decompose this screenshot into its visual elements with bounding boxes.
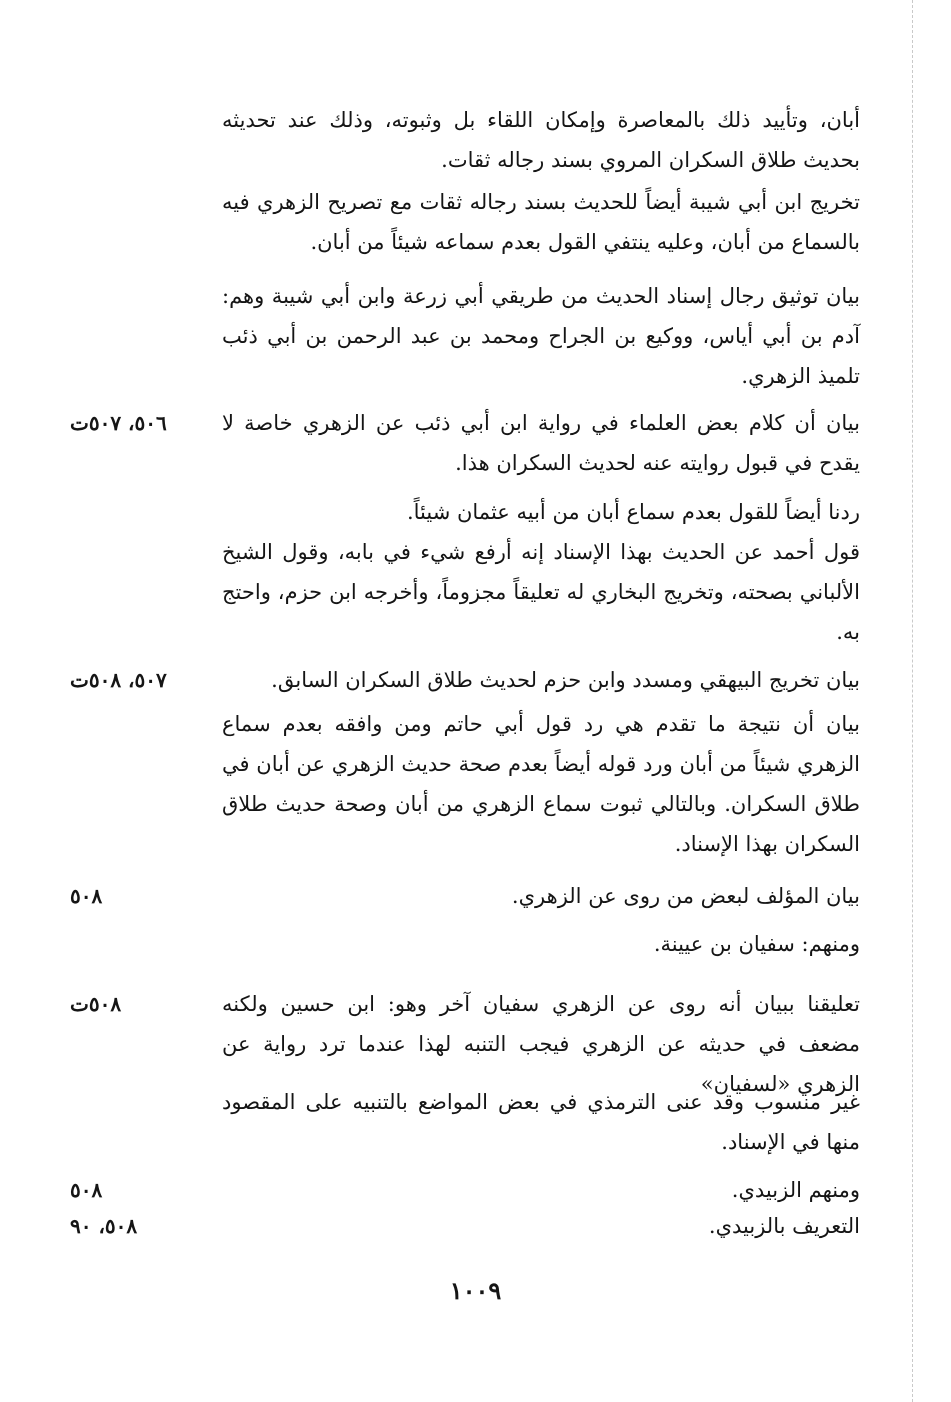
- paragraph-11: تعليقنا ببيان أنه روى عن الزهري سفيان آخر وهو: ابن حسين ولكنه مضعف في حديثه عن الزهري فيجب التنبه لهذا عندما ترد رواية عن الزهري «لسفيان»: [222, 992, 860, 1096]
- paragraph-3: بيان توثيق رجال إسناد الحديث من طريقي أبي زرعة وابن أبي شيبة وهم: آدم بن أبي أياس، ووكيع بن الجراح ومحمد بن عبد الرحمن بن أبي ذئب تلميذ الزهري.: [222, 284, 860, 388]
- paragraph-10: ومنهم: سفيان بن عيينة.: [653, 932, 860, 956]
- page-reference-7: ٥٠٧، ٥٠٨ت: [70, 668, 167, 692]
- paragraph-9: بيان المؤلف لبعض من روى عن الزهري.: [511, 884, 860, 908]
- paragraph-2: تخريج ابن أبي شيبة أيضاً للحديث بسند رجاله ثقات مع تصريح الزهري فيه بالسماع من أبان، وعليه ينتفي القول بعدم سماعه شيئاً من أبان.: [222, 190, 860, 254]
- paragraph-12: غير منسوب وقد عنى الترمذي في بعض المواضع بالتنبيه على المقصود منها في الإسناد.: [222, 1090, 860, 1154]
- page-number: ١٠٠٩: [449, 1276, 502, 1305]
- page-reference-13: ٥٠٨: [70, 1178, 103, 1202]
- page-edge-line: [912, 0, 913, 1402]
- paragraph-7: بيان تخريج البيهقي ومسدد وابن حزم لحديث طلاق السكران السابق.: [271, 668, 860, 692]
- paragraph-8: بيان أن نتيجة ما تقدم هي رد قول أبي حاتم ومن وافقه بعدم سماع الزهري شيئاً من أبان ورد قوله أيضاً بعدم صحة حديث الزهري عن أبان في طلاق السكران. وبالتالي ثبوت سماع الزهري من أبان وصحة حديث طلاق السكران بهذا الإسناد.: [222, 712, 860, 856]
- paragraph-13: ومنهم الزبيدي.: [731, 1178, 860, 1202]
- page-reference-9: ٥٠٨: [70, 884, 103, 908]
- page-reference-14: ٥٠٨، ٩٠: [70, 1214, 138, 1238]
- paragraph-4: بيان أن كلام بعض العلماء في رواية ابن أبي ذئب عن الزهري خاصة لا يقدح في قبول روايته عنه لحديث السكران هذا.: [222, 411, 860, 475]
- paragraph-14: التعريف بالزبيدي.: [708, 1214, 860, 1238]
- paragraph-5: ردنا أيضاً للقول بعدم سماع أبان من أبيه عثمان شيئاً.: [406, 500, 860, 524]
- page-reference-4: ٥٠٦، ٥٠٧ت: [70, 411, 167, 435]
- page-reference-11: ٥٠٨ت: [70, 992, 122, 1016]
- paragraph-6: قول أحمد عن الحديث بهذا الإسناد إنه أرفع شيء في بابه، وقول الشيخ الألباني بصحته، وتخريج البخاري له تعليقاً مجزوماً، وأخرجه ابن حزم، واحتج به.: [222, 540, 860, 644]
- paragraph-1: أبان، وتأييد ذلك بالمعاصرة وإمكان اللقاء بل وثبوته، وذلك عند تحديثه بحديث طلاق السكران المروي بسند رجاله ثقات.: [222, 108, 860, 172]
